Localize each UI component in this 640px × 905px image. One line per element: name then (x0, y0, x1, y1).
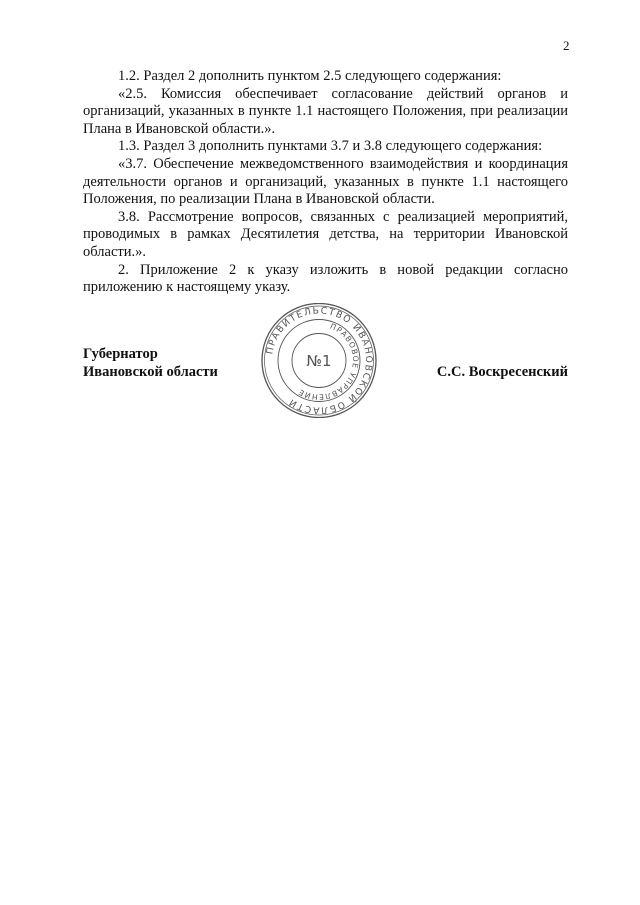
paragraph-1-3: 1.3. Раздел 3 дополнить пунктами 3.7 и 3.8 следующего содержания: (118, 138, 543, 155)
seal-inner-text: ПРАВОВОЕ УПРАВЛЕНИЕ (296, 321, 361, 402)
signer-title-line-2: Ивановской области (83, 363, 218, 380)
paragraph-3-8: 3.8. Рассмотрение вопросов, связанных с реализацией мероприятий, проводимых в рамках Десятилетия детства, на территории Ивановской области.». (83, 208, 568, 260)
page-number: 2 (563, 38, 570, 53)
signer-title-line-1: Губернатор (83, 346, 158, 362)
paragraph-1-2: 1.2. Раздел 2 дополнить пунктом 2.5 следующего содержания: (118, 68, 502, 84)
signer-title (83, 346, 218, 381)
seal-number: №1 (306, 352, 332, 370)
document-body (83, 68, 568, 297)
paragraph-2-5: «2.5. Комиссия обеспечивает согласование действий органов и организаций, указанных в пункте 1.1 настоящего Положения, при реализации Плана в Ивановской области.». (83, 85, 568, 137)
signer-name: С.С. Воскресенский (436, 363, 568, 380)
paragraph-2: 2. Приложение 2 к указу изложить в новой редакции согласно приложению к настоящему указу. (83, 261, 568, 296)
seal-outer-text: ПРАВИТЕЛЬСТВО ИВАНОВСКОЙ ОБЛАСТИ (264, 305, 375, 416)
paragraph-3-7: «3.7. Обеспечение межведомственного взаимодействия и координация деятельности органов и организаций, указанных в пункте 1.1 настоящего Положения, по реализации Плана в Ивановской области. (83, 155, 568, 208)
official-seal-stamp (258, 303, 380, 418)
